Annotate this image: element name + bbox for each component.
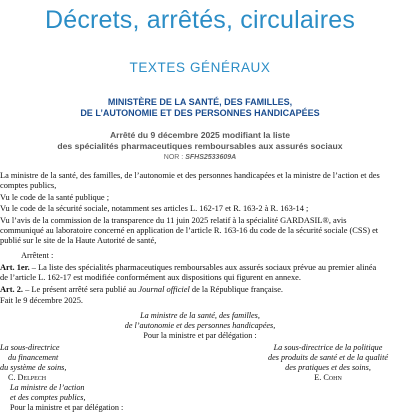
article-1-text-a: – La liste des spécialités pharmaceutiques remboursables aux assurés sociaux prévue au premier alinéa	[29, 263, 377, 272]
left-signatory-title-3: du système de soins,	[0, 363, 67, 372]
ministry-line-2: DE L’AUTONOMIE ET DES PERSONNES HANDICAPÉES	[80, 108, 320, 118]
right-signatory-title-2: des produits de santé et de la qualité	[268, 353, 388, 362]
preamble-line-1: La ministre de la santé, des familles, de l’autonomie et des personnes handicapées et la ministre de l’action et des	[0, 171, 380, 180]
vu-line-2: Vu le code de la sécurité sociale, notamment ses articles L. 162-17 et R. 163-2 à R. 163-14 ;	[0, 204, 309, 213]
rubric-title: Décrets, arrêtés, circulaires	[44, 6, 356, 34]
preamble-line-2: comptes publics,	[0, 181, 57, 190]
nor-label: NOR :	[163, 154, 184, 161]
right-signatory-title-3: des pratiques et des soins,	[285, 363, 371, 372]
ministry-line-1: MINISTÈRE DE LA SANTÉ, DES FAMILLES,	[107, 97, 293, 107]
minister-title-2: de l’autonomie et des personnes handicapées,	[124, 321, 276, 330]
article-1-label: Art. 1er.	[0, 263, 30, 272]
minister-2-delegation: Pour la ministre et par délégation :	[10, 403, 124, 412]
minister-2-title-1: La ministre de l’action	[10, 383, 85, 392]
left-signatory-name: C. Delpech	[8, 373, 47, 382]
arrete-title	[0, 130, 400, 152]
ministry-heading	[0, 97, 400, 119]
arrete-title-line-1: Arrêté du 9 décembre 2025 modifiant la liste	[109, 130, 291, 140]
fait-date: Fait le 9 décembre 2025.	[0, 296, 84, 305]
minister-2-title-2: et des comptes publics,	[10, 393, 86, 402]
article-2-text-b: de la République française.	[189, 285, 284, 294]
right-signatory-name: E. Cohn	[314, 373, 342, 382]
left-signatory-title-1: La sous-directrice	[0, 343, 60, 352]
nor-reference	[0, 154, 400, 161]
arretent-label: Arrêtent :	[21, 251, 54, 260]
vu-line-3a: Vu l’avis de la commission de la transparence du 11 juin 2025 relatif à la spécialité GARDASIL®, avis	[0, 216, 347, 225]
minister-title-1: La ministre de la santé, des familles,	[140, 311, 260, 320]
delegation-line: Pour la ministre et par délégation :	[143, 331, 257, 340]
vu-line-3b: communiqué au laboratoire concerné en application de l’article R. 163-16 du code de la sécurité sociale (CSS) et	[0, 226, 379, 235]
article-1-line-1	[0, 263, 376, 273]
nor-value: SFHS2533609A	[185, 154, 237, 161]
article-2-label: Art. 2.	[0, 285, 24, 294]
right-signatory-title-1: La sous-directrice de la politique	[273, 343, 383, 352]
arrete-title-line-2: des spécialités pharmaceutiques remboursables aux assurés sociaux	[57, 141, 343, 151]
journal-officiel-text: Journal officiel	[138, 285, 190, 294]
article-2-line	[0, 285, 283, 295]
article-1-line-2: de l’article L. 162-17 est modifiée conformément aux dispositions qui figurent en annexe.	[0, 273, 301, 282]
article-2-text-a: – Le présent arrêté sera publié au	[23, 285, 139, 294]
left-signatory-title-2: du financement	[8, 353, 59, 362]
vu-line-3c: publié sur le site de la Haute Autorité de santé,	[0, 236, 157, 245]
vu-line-1: Vu le code de la santé publique ;	[0, 193, 110, 202]
section-title: TEXTES GÉNÉRAUX	[129, 60, 271, 75]
